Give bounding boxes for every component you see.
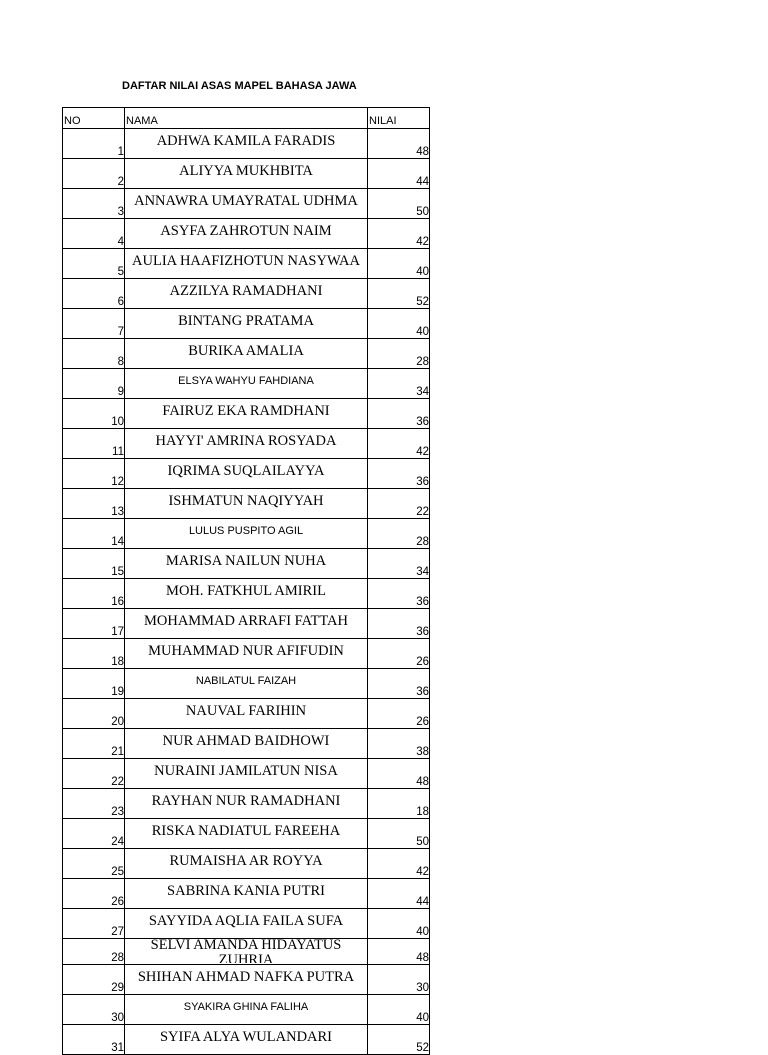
grade-value: 30 (368, 965, 430, 995)
row-number: 21 (63, 729, 125, 759)
grade-value: 34 (368, 369, 430, 399)
table-row (63, 789, 430, 819)
table-row (63, 489, 430, 519)
grade-value: 50 (368, 819, 430, 849)
row-number: 20 (63, 699, 125, 729)
grade-value: 36 (368, 459, 430, 489)
row-number: 25 (63, 849, 125, 879)
student-name: MARISA NAILUN NUHA (125, 549, 368, 579)
table-row (63, 995, 430, 1025)
grade-value: 40 (368, 909, 430, 939)
row-number: 4 (63, 219, 125, 249)
student-name: LULUS PUSPITO AGIL (125, 519, 368, 549)
student-name: MOHAMMAD ARRAFI FATTAH (125, 609, 368, 639)
row-number: 3 (63, 189, 125, 219)
table-row (63, 669, 430, 699)
student-name: SAYYIDA AQLIA FAILA SUFA (125, 909, 368, 939)
header-name: NAMA (125, 108, 368, 129)
grade-value: 48 (368, 939, 430, 965)
grade-value: 42 (368, 429, 430, 459)
student-name: ISHMATUN NAQIYYAH (125, 489, 368, 519)
table-row (63, 819, 430, 849)
student-name: NURAINI JAMILATUN NISA (125, 759, 368, 789)
row-number: 1 (63, 129, 125, 159)
grade-value: 40 (368, 995, 430, 1025)
table-row (63, 729, 430, 759)
row-number: 19 (63, 669, 125, 699)
row-number: 27 (63, 909, 125, 939)
grade-value: 40 (368, 309, 430, 339)
student-name: BINTANG PRATAMA (125, 309, 368, 339)
table-row (63, 249, 430, 279)
row-number: 10 (63, 399, 125, 429)
row-number: 5 (63, 249, 125, 279)
table-row (63, 399, 430, 429)
grade-value: 34 (368, 549, 430, 579)
table-row (63, 309, 430, 339)
row-number: 16 (63, 579, 125, 609)
row-number: 22 (63, 759, 125, 789)
student-name: ASYFA ZAHROTUN NAIM (125, 219, 368, 249)
grade-value: 36 (368, 609, 430, 639)
table-row (63, 369, 430, 399)
student-name: ANNAWRA UMAYRATAL UDHMA (125, 189, 368, 219)
row-number: 2 (63, 159, 125, 189)
row-number: 26 (63, 879, 125, 909)
row-number: 6 (63, 279, 125, 309)
student-name: RAYHAN NUR RAMADHANI (125, 789, 368, 819)
table-row (63, 129, 430, 159)
row-number: 23 (63, 789, 125, 819)
student-name: MUHAMMAD NUR AFIFUDIN (125, 639, 368, 669)
grade-value: 28 (368, 519, 430, 549)
student-name: SYIFA ALYA WULANDARI (125, 1025, 368, 1055)
table-row (63, 159, 430, 189)
row-number: 7 (63, 309, 125, 339)
row-number: 14 (63, 519, 125, 549)
table-row (63, 1025, 430, 1055)
grade-value: 26 (368, 699, 430, 729)
table-row (63, 549, 430, 579)
grade-value: 40 (368, 249, 430, 279)
table-row (63, 965, 430, 995)
student-name: BURIKA AMALIA (125, 339, 368, 369)
grade-value: 50 (368, 189, 430, 219)
header-value: NILAI (368, 108, 430, 129)
row-number: 8 (63, 339, 125, 369)
grade-value: 28 (368, 339, 430, 369)
student-name: RUMAISHA AR ROYYA (125, 849, 368, 879)
row-number: 18 (63, 639, 125, 669)
row-number: 28 (63, 939, 125, 965)
grade-value: 26 (368, 639, 430, 669)
grade-value: 22 (368, 489, 430, 519)
table-row (63, 639, 430, 669)
student-name: AULIA HAAFIZHOTUN NASYWAA (125, 249, 368, 279)
table-row (63, 609, 430, 639)
document-title: DAFTAR NILAI ASAS MAPEL BAHASA JAWA (122, 80, 357, 92)
student-name-text: SELVI AMANDA HIDAYATUS ZUHRIA (150, 938, 342, 963)
student-name (125, 939, 368, 965)
grade-table (62, 107, 430, 1055)
grade-value: 52 (368, 1025, 430, 1055)
student-name: SABRINA KANIA PUTRI (125, 879, 368, 909)
student-name: MOH. FATKHUL AMIRIL (125, 579, 368, 609)
table-row (63, 339, 430, 369)
table-row (63, 699, 430, 729)
table-row (63, 189, 430, 219)
table-row (63, 519, 430, 549)
grade-value: 44 (368, 159, 430, 189)
row-number: 12 (63, 459, 125, 489)
table-row (63, 279, 430, 309)
grade-value: 48 (368, 759, 430, 789)
student-name: SHIHAN AHMAD NAFKA PUTRA (125, 965, 368, 995)
table-row (63, 219, 430, 249)
table-row (63, 759, 430, 789)
row-number: 13 (63, 489, 125, 519)
student-name: NAUVAL FARIHIN (125, 699, 368, 729)
grade-value: 48 (368, 129, 430, 159)
table-row (63, 429, 430, 459)
row-number: 11 (63, 429, 125, 459)
row-number: 17 (63, 609, 125, 639)
student-name: NUR AHMAD BAIDHOWI (125, 729, 368, 759)
row-number: 29 (63, 965, 125, 995)
table-row (63, 579, 430, 609)
table-row (63, 909, 430, 939)
row-number: 9 (63, 369, 125, 399)
grade-value: 38 (368, 729, 430, 759)
student-name: ALIYYA MUKHBITA (125, 159, 368, 189)
student-name: HAYYI' AMRINA ROSYADA (125, 429, 368, 459)
student-name: IQRIMA SUQLAILAYYA (125, 459, 368, 489)
grade-value: 42 (368, 849, 430, 879)
table-row (63, 459, 430, 489)
table-row (63, 849, 430, 879)
grade-value: 36 (368, 669, 430, 699)
row-number: 31 (63, 1025, 125, 1055)
table-body (63, 129, 430, 1055)
row-number: 15 (63, 549, 125, 579)
student-name: ADHWA KAMILA FARADIS (125, 129, 368, 159)
header-no: NO (63, 108, 125, 129)
table-row (63, 939, 430, 965)
student-name: AZZILYA RAMADHANI (125, 279, 368, 309)
grade-value: 44 (368, 879, 430, 909)
student-name: NABILATUL FAIZAH (125, 669, 368, 699)
grade-value: 36 (368, 579, 430, 609)
grade-value: 36 (368, 399, 430, 429)
row-number: 30 (63, 995, 125, 1025)
student-name: SYAKIRA GHINA FALIHA (125, 995, 368, 1025)
grade-value: 18 (368, 789, 430, 819)
student-name: FAIRUZ EKA RAMDHANI (125, 399, 368, 429)
student-name: RISKA NADIATUL FAREEHA (125, 819, 368, 849)
row-number: 24 (63, 819, 125, 849)
grade-value: 52 (368, 279, 430, 309)
header-row (63, 108, 430, 129)
table-row (63, 879, 430, 909)
grade-value: 42 (368, 219, 430, 249)
student-name: ELSYA WAHYU FAHDIANA (125, 369, 368, 399)
